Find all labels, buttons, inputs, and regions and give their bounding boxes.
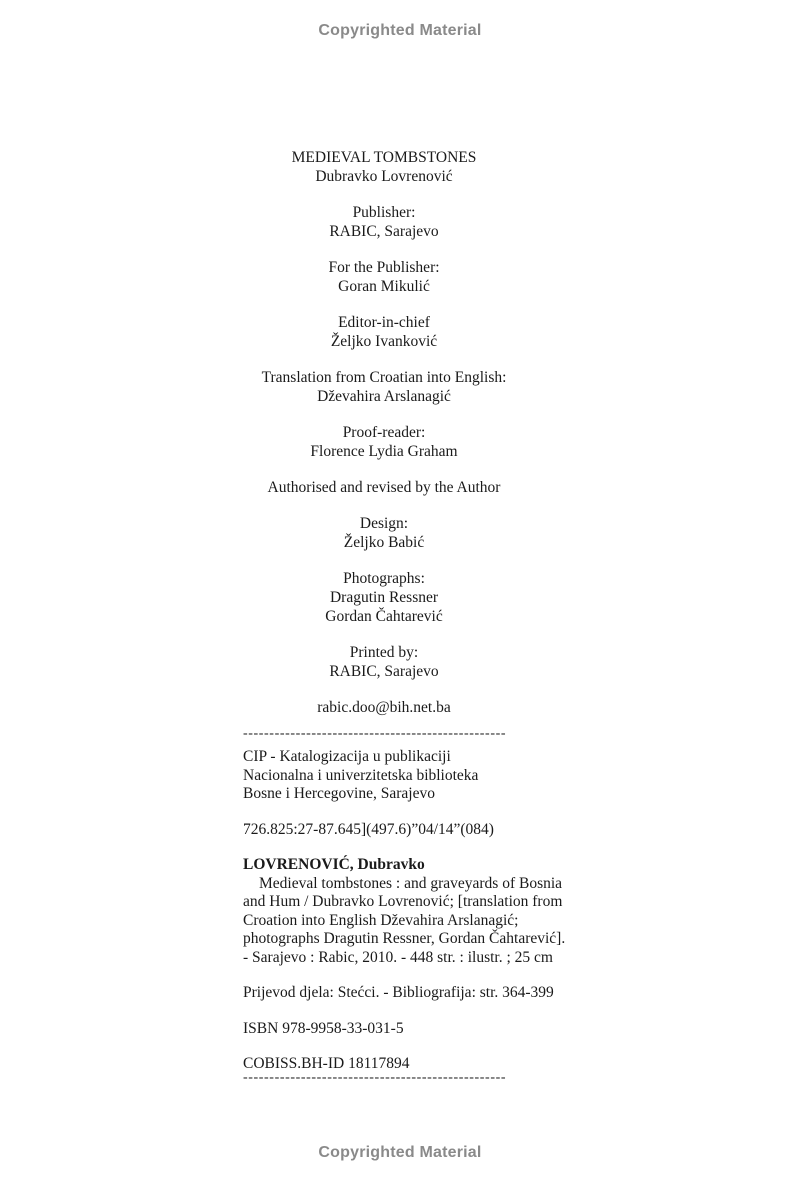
publisher-block xyxy=(0,203,768,241)
credits-section xyxy=(0,148,768,734)
for-publisher-value: Goran Mikulić xyxy=(338,278,430,295)
cobiss-id: COBISS.BH-ID 18117894 xyxy=(243,1055,410,1072)
design-value: Željko Babić xyxy=(343,534,425,551)
email-block xyxy=(0,698,768,717)
printed-by-value: RABIC, Sarajevo xyxy=(329,663,439,680)
proofreader-value: Florence Lydia Graham xyxy=(310,443,458,460)
translation-block xyxy=(0,368,768,406)
publisher-label: Publisher: xyxy=(352,204,416,221)
cip-author: LOVRENOVIĆ, Dubravko xyxy=(243,856,425,873)
publisher-email: rabic.doo@bih.net.ba xyxy=(317,699,451,716)
photographs-label: Photographs: xyxy=(343,570,425,587)
cip-header-line: CIP - Katalogizacija u publikaciji xyxy=(243,748,451,765)
cip-record xyxy=(243,748,603,1074)
cip-description-line: Medieval tombstones : and graveyards of Bosnia xyxy=(259,874,563,892)
authorised-block xyxy=(0,478,768,497)
photographer-2: Gordan Čahtarević xyxy=(325,608,443,625)
udc-code: 726.825:27-87.645](497.6)”04/14”(084) xyxy=(243,820,494,838)
cip-description-line: Croation into English Dževahira Arslanagić; xyxy=(243,911,519,929)
for-publisher-block xyxy=(0,258,768,296)
design-label: Design: xyxy=(359,515,409,532)
watermark-bottom: Copyrighted Material xyxy=(318,1144,482,1161)
book-title: MEDIEVAL TOMBSTONES xyxy=(291,149,477,166)
proofreader-label: Proof-reader: xyxy=(342,424,426,441)
cip-note xyxy=(243,984,603,1003)
book-author: Dubravko Lovrenović xyxy=(315,168,453,185)
cip-udc xyxy=(243,821,603,840)
proofreader-block xyxy=(0,423,768,461)
cip-description-line: and Hum / Dubravko Lovrenović; [translation from xyxy=(243,893,563,910)
authorised-line: Authorised and revised by the Author xyxy=(267,479,501,496)
title-block xyxy=(0,148,768,186)
dashed-rule-top: -------------------------------------------------- xyxy=(243,726,507,741)
cip-note-line: Prijevod djela: Stećci. - Bibliografija: str. 364-399 xyxy=(243,984,554,1001)
photographs-block xyxy=(0,569,768,626)
editor-value: Željko Ivanković xyxy=(330,333,438,350)
translation-label: Translation from Croatian into English: xyxy=(261,369,507,386)
cip-entry xyxy=(243,856,603,967)
isbn-number: ISBN 978-9958-33-031-5 xyxy=(243,1019,404,1037)
design-block xyxy=(0,514,768,552)
cip-description-line: - Sarajevo : Rabic, 2010. - 448 str. : ilustr. ; 25 cm xyxy=(243,948,553,966)
printed-by-label: Printed by: xyxy=(349,644,419,661)
photographer-1: Dragutin Ressner xyxy=(329,589,439,606)
translation-value: Dževahira Arslanagić xyxy=(317,388,451,405)
cip-header xyxy=(243,748,603,804)
printed-by-block xyxy=(0,643,768,681)
editor-block xyxy=(0,313,768,351)
cip-description-line: photographs Dragutin Ressner, Gordan Čahtarević]. xyxy=(243,930,566,947)
dashed-rule-bottom: -------------------------------------------------- xyxy=(243,1070,507,1085)
watermark-top: Copyrighted Material xyxy=(318,22,482,39)
for-publisher-label: For the Publisher: xyxy=(328,259,440,276)
cip-isbn xyxy=(243,1020,603,1039)
editor-label: Editor-in-chief xyxy=(338,314,430,331)
cip-header-line: Nacionalna i univerzitetska biblioteka xyxy=(243,766,479,784)
publisher-value: RABIC, Sarajevo xyxy=(329,223,439,240)
cip-header-line: Bosne i Hercegovine, Sarajevo xyxy=(243,785,435,802)
